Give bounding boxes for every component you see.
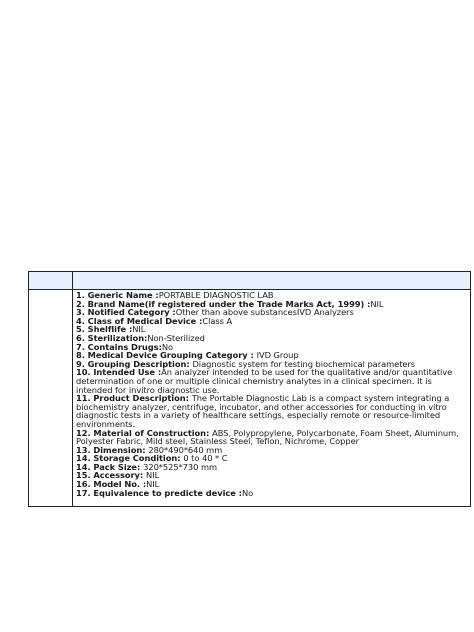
item-value: An analyzer intended to be used for the qualitative and/or quantitative determination of one or multiple clinical chemistry analytes in a clinical specimen. It is intended for invitro diagnostic use. — [76, 367, 453, 395]
item-label: 5. Shelflife : — [76, 324, 133, 335]
list-item — [76, 489, 466, 498]
item-value: 280*490*640 mm — [148, 444, 223, 455]
device-details-table — [28, 271, 471, 507]
item-label: 1. Generic Name : — [76, 290, 159, 300]
item-value: NIL — [370, 298, 384, 309]
item-value: Non-Sterilized — [147, 332, 205, 343]
item-value: Other than above substancesIVD Analyzers — [175, 307, 354, 318]
item-label: 13. Dimension: — [76, 444, 149, 455]
table-header-right — [73, 272, 470, 290]
list-item — [76, 368, 466, 394]
table-header-left — [29, 272, 73, 290]
list-item — [76, 429, 466, 446]
item-value: NIL — [146, 470, 160, 481]
item-label: 6. Sterilization: — [76, 332, 148, 343]
item-value: No — [241, 487, 254, 498]
item-label: 11. Product Description: — [76, 393, 192, 404]
item-value: IVD Group — [256, 350, 299, 361]
item-label: 3. Notified Category : — [76, 307, 176, 318]
item-label: 12. Material of Construction: — [76, 427, 213, 438]
item-label: 16. Model No. : — [76, 479, 147, 490]
item-label: 4. Class of Medical Device : — [76, 315, 203, 326]
item-value: 320*525*730 mm — [143, 461, 218, 472]
item-label: 8. Medical Device Grouping Category : — [76, 350, 257, 361]
item-value: PORTABLE DIAGNOSTIC LAB — [158, 290, 274, 300]
item-value: Diagnostic system for testing biochemical parameters — [192, 358, 416, 369]
item-value: NIL — [146, 479, 160, 490]
item-label: 15. Accessory: — [76, 470, 147, 481]
item-value: No — [161, 341, 174, 352]
table-body-left — [29, 290, 73, 506]
item-label: 9. Grouping Description: — [76, 358, 193, 369]
item-label: 7. Contains Drugs: — [76, 341, 162, 352]
item-label: 10. Intended Use : — [76, 367, 162, 378]
item-label: 2. Brand Name(if registered under the Trade Marks Act, 1999) : — [76, 298, 371, 309]
item-value: ABS, Polypropylene, Polycarbonate, Foam Sheet, Aluminum, Polyester Fabric, Mild steel, Stainless Steel, Teflon, Nichrome, Copper — [76, 427, 459, 447]
item-value: NIL — [132, 324, 146, 335]
item-value: Class A — [202, 315, 233, 326]
item-label: 14. Storage Condition: — [76, 453, 184, 464]
item-label: 17. Equivalence to predicte device : — [76, 487, 242, 498]
item-label: 14. Pack Size: — [76, 461, 144, 472]
item-value: The Portable Diagnostic Lab is a compact system integrating a biochemistry analyzer, centrifuge, incubator, and other accessories for conducting in vitro diagnostic tests in a variety of healthcare settings, especially remote or resource-limited environments. — [76, 393, 450, 429]
device-attributes-list — [73, 290, 470, 506]
item-value: 0 to 40 * C — [183, 453, 228, 464]
list-item — [76, 394, 466, 428]
